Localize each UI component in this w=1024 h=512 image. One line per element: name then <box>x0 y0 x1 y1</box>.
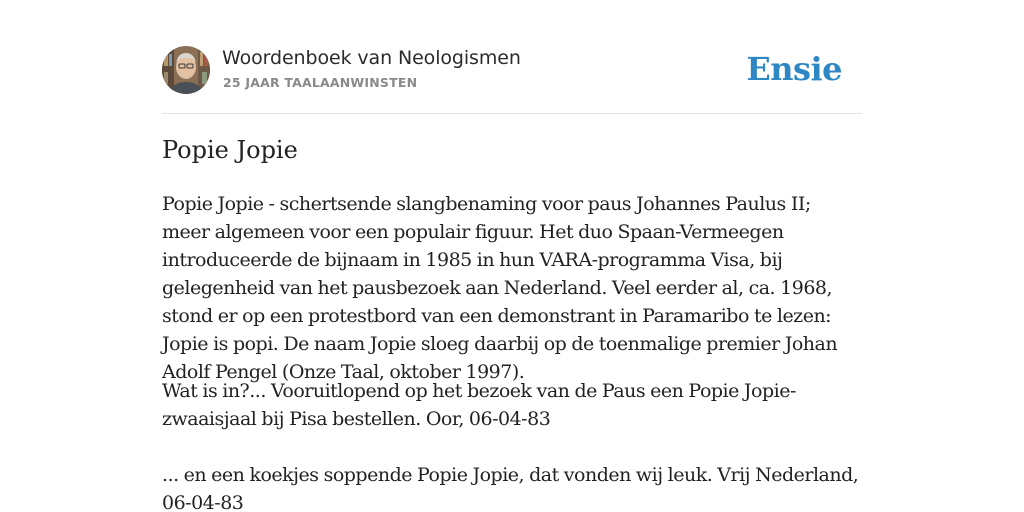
author-avatar[interactable] <box>162 46 210 94</box>
header-divider <box>162 113 862 114</box>
site-header <box>162 46 862 96</box>
entry-definition: Popie Jopie - schertsende slangbenaming voor paus Johannes Paulus II; meer algemeen voor een populair figuur. Het duo Spaan-Vermeegen introduceerde de bijnaam in 1985 in hun VARA-programma Visa, bij gelegenheid van het pausbezoek aan Nederland. Veel eerder al, ca. 1968, stond er op een protestbord van een demonstrant in Paramaribo te lezen: Jopie is popi. De naam Jopie sloeg daarbij op de toenmalige premier Johan Adolf Pengel (Onze Taal, oktober 1997). <box>162 193 838 383</box>
entry-quote: Wat is in?... Vooruitlopend op het bezoek van de Paus een Popie Jopie-zwaaisjaal bij Pisa bestellen. Oor, 06-04-83 <box>162 380 796 430</box>
entry-title: Popie Jopie <box>162 136 298 164</box>
site-title[interactable]: Woordenboek van Neologismen <box>222 47 521 69</box>
avatar-portrait-image <box>162 46 210 94</box>
entry-quote: ... en een koekjes soppende Popie Jopie, dat vonden wij leuk. Vrij Nederland, 06-04-83 <box>162 464 859 512</box>
site-subtitle: 25 JAAR TAALAANWINSTEN <box>223 75 418 90</box>
ensie-logo[interactable]: Ensie <box>746 50 842 88</box>
